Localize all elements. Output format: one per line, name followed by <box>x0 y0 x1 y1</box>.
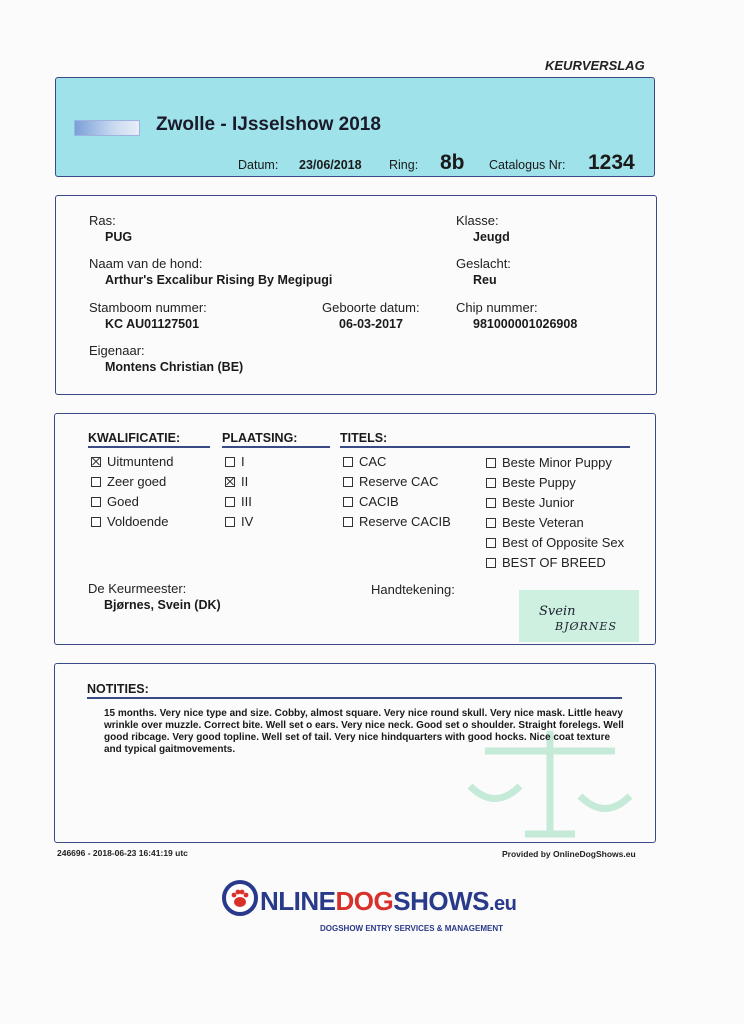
catalogus-label: Catalogus Nr: <box>489 158 566 172</box>
titel-option[interactable] <box>486 495 574 510</box>
option-label: CAC <box>359 454 387 469</box>
checkbox-icon[interactable] <box>343 517 353 527</box>
brand-shows: SHOWS <box>393 886 489 916</box>
onlinedogshows-logo <box>222 880 517 940</box>
checkbox-icon[interactable] <box>486 558 496 568</box>
option-label: Reserve CACIB <box>359 514 451 529</box>
stamboom-label: Stamboom nummer: <box>89 300 207 315</box>
event-title: Zwolle - IJsselshow 2018 <box>156 114 381 135</box>
checkbox-icon[interactable] <box>343 457 353 467</box>
option-label: I <box>241 454 245 469</box>
checkbox-icon[interactable] <box>91 517 101 527</box>
kwalificatie-option[interactable] <box>91 474 166 489</box>
option-label: Best of Opposite Sex <box>502 535 625 550</box>
handtekening-label: Handtekening: <box>371 582 455 597</box>
titel-option[interactable] <box>343 514 451 529</box>
option-label: Reserve CAC <box>359 474 439 489</box>
klasse-label: Klasse: <box>456 213 499 228</box>
notes-box <box>54 663 656 843</box>
report-title: KEURVERSLAG <box>545 58 645 73</box>
ras-label: Ras: <box>89 213 116 228</box>
stamboom-value: KC AU01127501 <box>105 317 200 331</box>
plaatsing-option[interactable] <box>225 474 248 489</box>
chip-value: 981000001026908 <box>473 317 578 331</box>
signature-line2: BJØRNES <box>555 620 617 633</box>
plaatsing-option[interactable] <box>225 454 245 469</box>
option-label: IV <box>241 514 254 529</box>
titel-option[interactable] <box>343 454 386 469</box>
titels-underline <box>340 446 630 448</box>
naam-label: Naam van de hond: <box>89 256 203 271</box>
plaatsing-option[interactable] <box>225 494 252 509</box>
brand-nline: NLINE <box>260 886 336 916</box>
checkbox-icon[interactable] <box>91 477 101 487</box>
catalogus-value: 1234 <box>588 151 635 174</box>
checkbox-icon[interactable] <box>91 497 101 507</box>
brand-tagline: DOGSHOW ENTRY SERVICES & MANAGEMENT <box>320 924 503 933</box>
option-label: Goed <box>107 494 139 509</box>
geslacht-label: Geslacht: <box>456 256 511 271</box>
option-label: CACIB <box>359 494 399 509</box>
kwalificatie-option[interactable] <box>91 514 168 529</box>
geboorte-value: 06-03-2017 <box>339 317 403 331</box>
checkbox-icon[interactable] <box>486 498 496 508</box>
kwalificatie-title: KWALIFICATIE: <box>88 431 181 445</box>
titel-option[interactable] <box>486 515 584 530</box>
chip-label: Chip nummer: <box>456 300 538 315</box>
checkbox-icon[interactable] <box>225 517 235 527</box>
show-logo <box>74 120 140 136</box>
brand-dog: DOG <box>335 886 394 916</box>
titel-option[interactable] <box>486 475 576 490</box>
option-label: II <box>241 474 249 489</box>
paw-icon <box>226 884 254 912</box>
checkbox-checked-icon[interactable] <box>225 477 235 487</box>
kwalificatie-option[interactable] <box>91 454 173 469</box>
footer-provider: Provided by OnlineDogShows.eu <box>502 849 636 859</box>
checkbox-icon[interactable] <box>486 458 496 468</box>
option-label: Beste Minor Puppy <box>502 455 612 470</box>
signature-line1: Svein <box>539 604 576 619</box>
option-label: Voldoende <box>107 514 169 529</box>
plaatsing-underline <box>222 446 330 448</box>
eigenaar-value: Montens Christian (BE) <box>105 360 244 374</box>
checkbox-icon[interactable] <box>225 457 235 467</box>
klasse-value: Jeugd <box>473 230 510 244</box>
geboorte-label: Geboorte datum: <box>322 300 420 315</box>
option-label: III <box>241 494 252 509</box>
checkbox-icon[interactable] <box>486 478 496 488</box>
option-label: Uitmuntend <box>107 454 174 469</box>
checkbox-icon[interactable] <box>343 497 353 507</box>
naam-value: Arthur's Excalibur Rising By Megipugi <box>105 273 333 287</box>
ring-value: 8b <box>440 151 465 174</box>
plaatsing-option[interactable] <box>225 514 253 529</box>
paw-circle-icon <box>222 880 258 916</box>
titel-option[interactable] <box>486 535 624 550</box>
option-label: Beste Puppy <box>502 475 576 490</box>
option-label: Beste Junior <box>502 495 575 510</box>
footer-timestamp: 246696 - 2018-06-23 16:41:19 utc <box>57 848 188 858</box>
kwalificatie-underline <box>88 446 210 448</box>
kwalificatie-option[interactable] <box>91 494 139 509</box>
signature-stamp <box>519 590 639 642</box>
plaatsing-title: PLAATSING: <box>222 431 298 445</box>
show-header <box>55 77 655 177</box>
titels-title: TITELS: <box>340 431 388 445</box>
notes-underline <box>87 697 622 699</box>
checkbox-icon[interactable] <box>343 477 353 487</box>
option-label: Zeer goed <box>107 474 167 489</box>
titel-option[interactable] <box>486 455 612 470</box>
checkbox-icon[interactable] <box>486 538 496 548</box>
option-label: Beste Veteran <box>502 515 584 530</box>
judging-box <box>54 413 656 645</box>
checkbox-checked-icon[interactable] <box>91 457 101 467</box>
titel-option[interactable] <box>343 494 399 509</box>
datum-label: Datum: <box>238 158 279 172</box>
notes-text: 15 months. Very nice type and size. Cobby, almost square. Very nice round skull. Very nice mask. Little heavy wrinkle over muzzle. Correct bite. Well set o ears. Very nice neck. Good set o shoulder. Straight forelegs. Well good ribcage. Very good topline. Well set of tail. Very nice hindquarters with good hocks. Nice coat texture and typical gaitmovements. <box>104 708 624 755</box>
geslacht-value: Reu <box>473 273 497 287</box>
option-label: BEST OF BREED <box>502 555 606 570</box>
eigenaar-label: Eigenaar: <box>89 343 145 358</box>
titel-option[interactable] <box>343 474 438 489</box>
notes-title: NOTITIES: <box>87 682 149 696</box>
ring-label: Ring: <box>389 158 419 172</box>
datum-value: 23/06/2018 <box>299 158 362 172</box>
brand-eu: .eu <box>488 893 517 915</box>
keurmeester-value: Bjørnes, Svein (DK) <box>104 598 221 612</box>
checkbox-icon[interactable] <box>486 518 496 528</box>
checkbox-icon[interactable] <box>225 497 235 507</box>
keurmeester-label: De Keurmeester: <box>88 581 187 596</box>
brand-wordmark <box>260 886 516 917</box>
ras-value: PUG <box>105 230 133 244</box>
titel-option[interactable] <box>486 555 606 570</box>
dog-info-box <box>55 195 657 395</box>
